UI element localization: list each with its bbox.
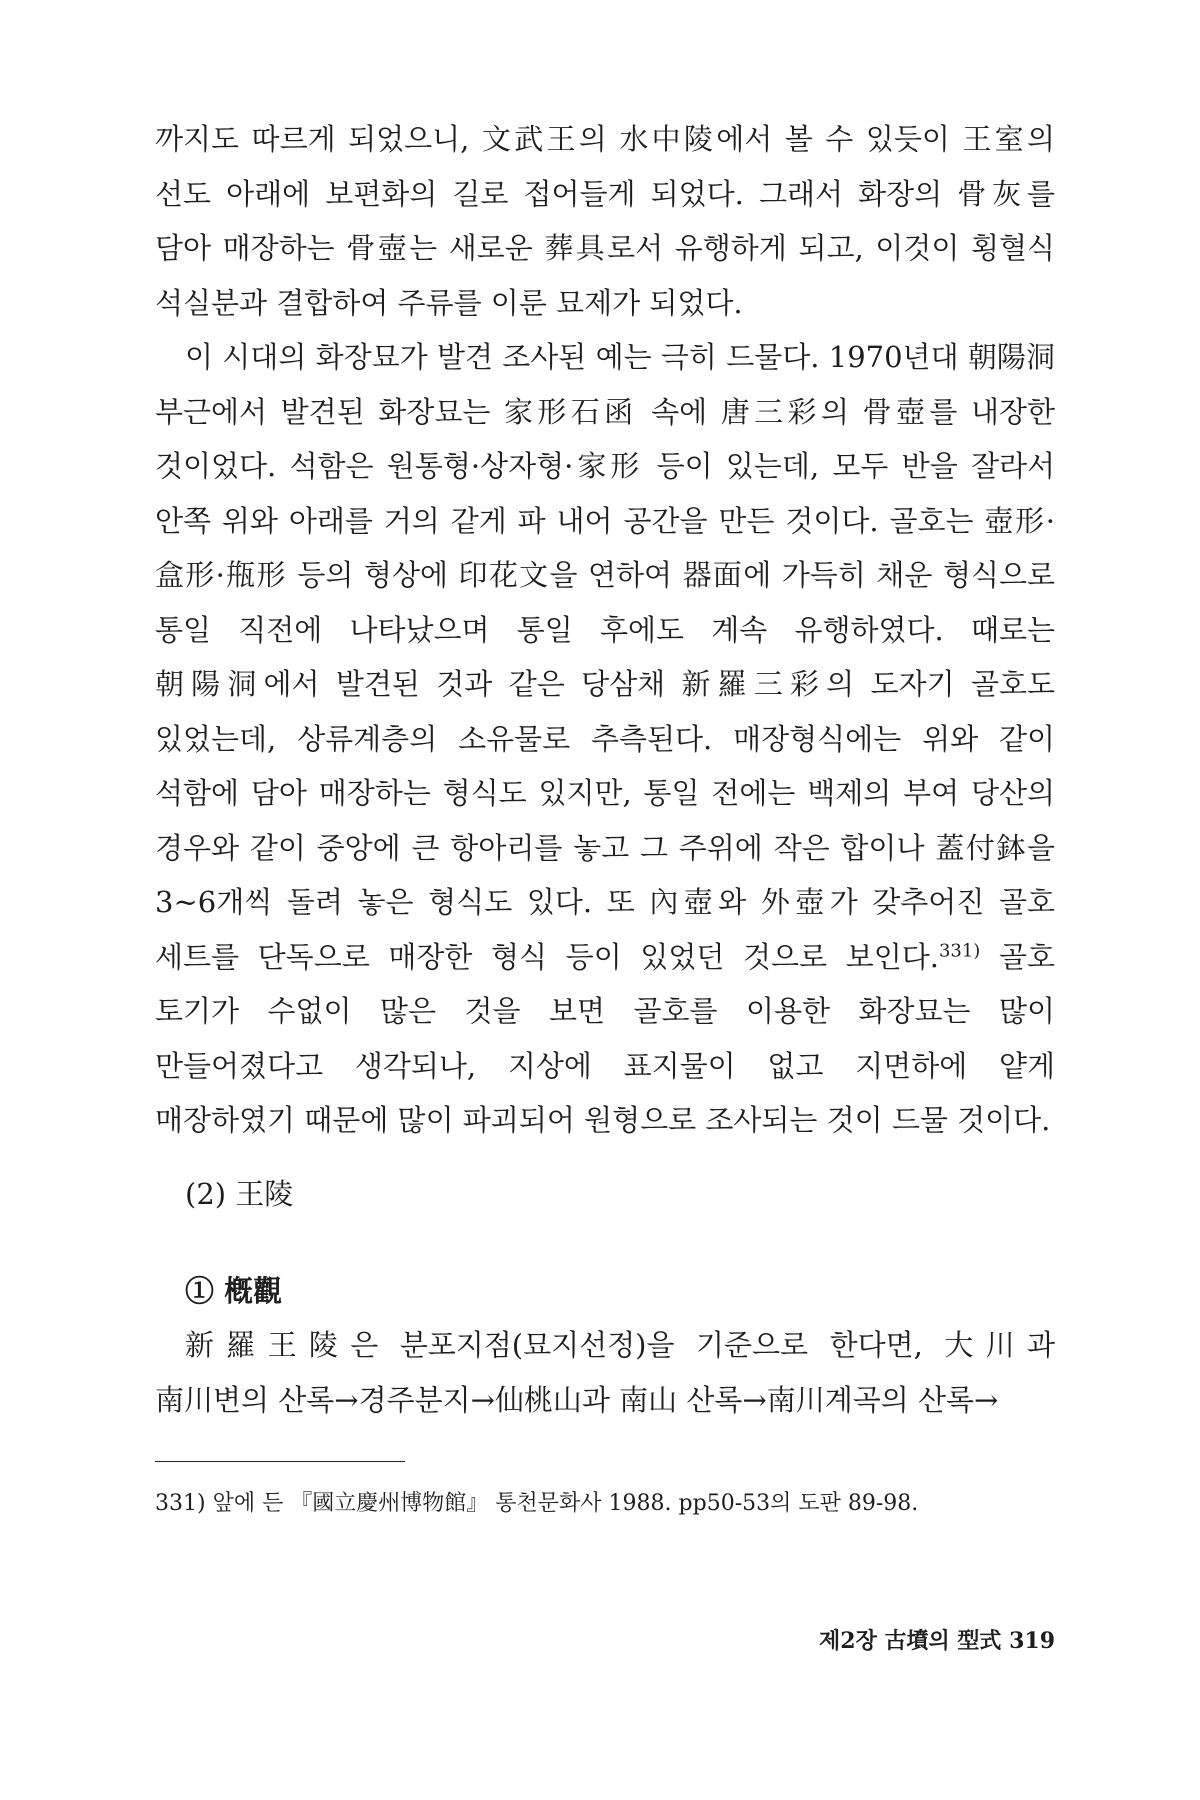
subsection-heading: ① 槪觀 [185,1274,283,1308]
footnote-reference[interactable]: 331) [938,939,981,961]
footnote: 331) 앞에 든 『國立慶州博物館』 통천문화사 1988. pp50-53의 도판 89-98. [155,1491,919,1516]
paragraph-cremation [155,330,1055,1148]
paragraph-text-cont: 골호 토기가 수없이 많은 것을 보면 골호를 이용한 화장묘는 많이 만들어졌다고 생각되나, 지상에 표지물이 없고 지면하에 얕게 매장하였기 때문에 많이 파괴되어 원형으로 조사되는 것이 드물 것이다. [155,939,1056,1137]
footnote-divider [155,1461,405,1462]
running-footer: 제2장 古墳의 型式 319 [819,1628,1055,1654]
section-heading: (2) 王陵 [185,1177,294,1211]
section-body [155,1318,1055,1427]
paragraph-text: 이 시대의 화장묘가 발견 조사된 예는 극히 드물다. 1970년대 朝陽洞 부근에서 발견된 화장묘는 家形石函 속에 唐三彩의 骨壺를 내장한 것이었다. 석함은 원통형·상자형·家形 등이 있는데, 모두 반을 잘라서 안쪽 위와 아래를 거의 같게 파 내어 공간을 만든 것이다. 골호는 壺形·盒形·甁形 등의 형상에 印花文을 연하여 器面에 가득히 채운 형식으로 통일 직전에 나타났으며 통일 후에도 계속 유행하였다. 때로는 朝陽洞에서 발견된 것과 같은 당삼채 新羅三彩의 도자기 골호도 있었는데, 상류계층의 소유물로 추측된다. 매장형식에는 위와 같이 석함에 담아 매장하는 형식도 있지만, 통일 전에는 백제의 부여 당산의 경우와 같이 중앙에 큰 항아리를 놓고 그 주위에 작은 합이나 蓋付鉢을 3~6개씩 돌려 놓은 형식도 있다. 또 內壺와 外壺가 갖추어진 골호 세트를 단독으로 매장한 형식 등이 있었던 것으로 보인다. [155,340,1055,974]
paragraph-royal-tombs: 新羅王陵은 분포지점(묘지선정)을 기준으로 한다면, 大川과 南川변의 산록→경주분지→仙桃山과 南山 산록→南川계곡의 산록→ [155,1328,1055,1417]
body-text [155,112,1055,1148]
paragraph-continued: 까지도 따르게 되었으니, 文武王의 水中陵에서 볼 수 있듯이 王室의 선도 아래에 보편화의 길로 접어들게 되었다. 그래서 화장의 骨灰를 담아 매장하는 骨壺는 새로운 葬具로서 유행하게 되고, 이것이 횡혈식 석실분과 결합하여 주류를 이룬 묘제가 되었다. [155,122,1055,320]
